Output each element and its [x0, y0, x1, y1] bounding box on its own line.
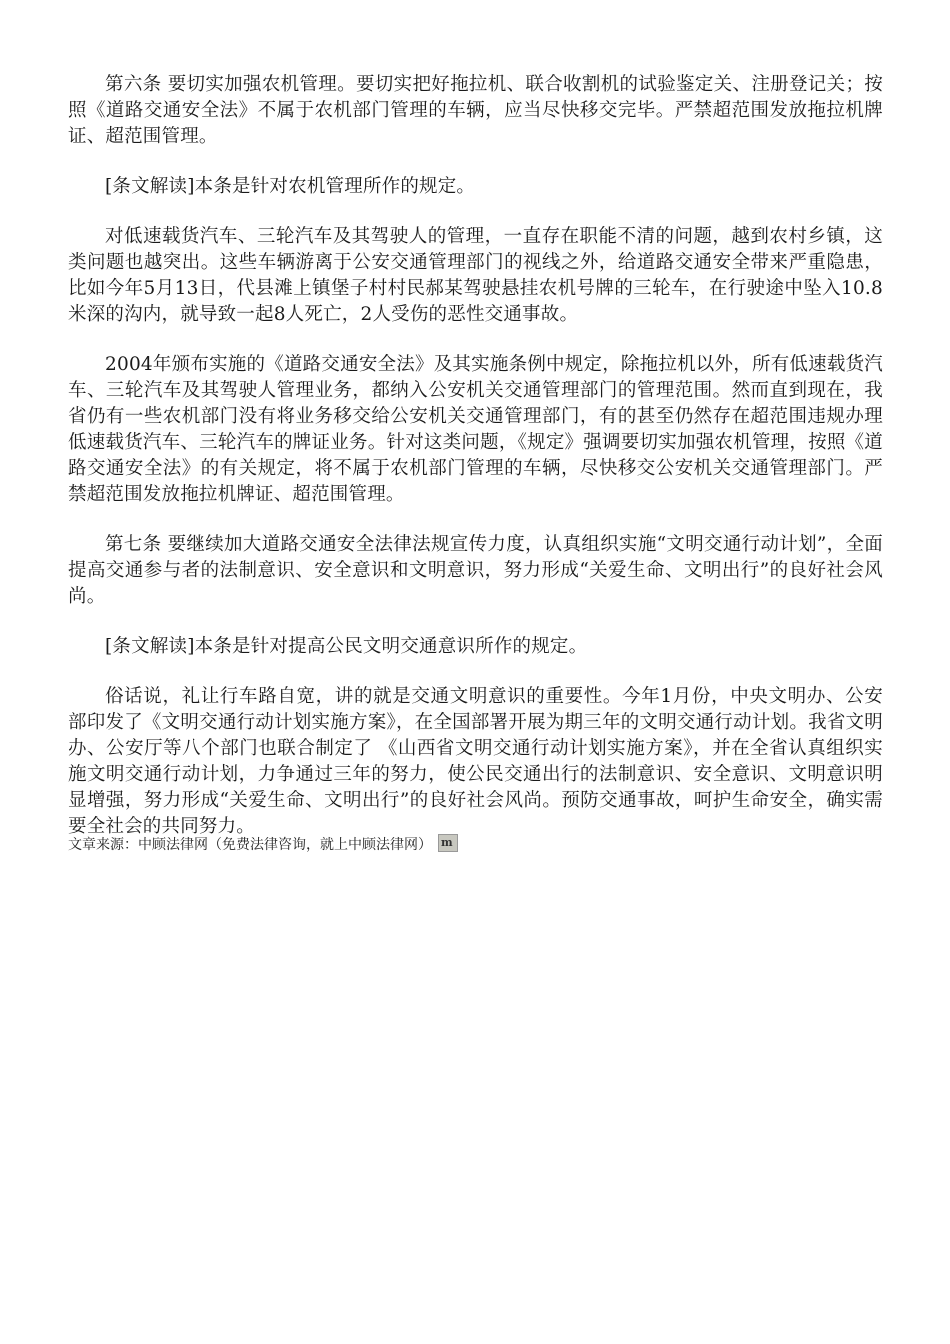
article-7-interpretation-paragraph: 俗话说，礼让行车路自宽，讲的就是交通文明意识的重要性。今年1月份，中央文明办、公安部印发了《文明交通行动计划实施方案》，在全国部署开展为期三年的文明交通行动计划。我省文明办、公安厅等八个部门也联合制定了 《山西省文明交通行动计划实施方案》，并在全省认真组织实施文明交通行动计划，力争通过三年的努力，使公民交通出行的法制意识、安全意识、文明意识明显增强，努力形成“关爱生命、文明出行”的良好社会风尚。预防交通事故，呵护生命安全，确实需要全社会的共同努力。	[68, 686, 883, 837]
article-source-text: 文章来源：中顾法律网（免费法律咨询，就上中顾法律网）	[68, 837, 432, 853]
m-logo-letter: m	[441, 836, 453, 849]
article-7-paragraph: 第七条 要继续加大道路交通安全法律法规宣传力度，认真组织实施“文明交通行动计划”，全面提高交通参与者的法制意识、安全意识和文明意识，努力形成“关爱生命、文明出行”的良好社会风尚。	[68, 534, 883, 607]
article-6-interpretation-paragraph-2: 2004年颁布实施的《道路交通安全法》及其实施条例中规定，除拖拉机以外，所有低速载货汽车、三轮汽车及其驾驶人管理业务，都纳入公安机关交通管理部门的管理范围。然而直到现在，我省仍有一些农机部门没有将业务移交给公安机关交通管理部门，有的甚至仍然存在超范围违规办理低速载货汽车、三轮汽车的牌证业务。针对这类问题，《规定》强调要切实加强农机管理，按照《道路交通安全法》的有关规定，将不属于农机部门管理的车辆，尽快移交公安机关交通管理部门。严禁超范围发放拖拉机牌证、超范围管理。	[68, 354, 883, 505]
article-source-line	[68, 836, 458, 854]
article-6-interpretation-heading: [条文解读]本条是针对农机管理所作的规定。	[105, 176, 476, 197]
article-6-interpretation-paragraph-1: 对低速载货汽车、三轮汽车及其驾驶人的管理，一直存在职能不清的问题，越到农村乡镇，这类问题也越突出。这些车辆游离于公安交通管理部门的视线之外，给道路交通安全带来严重隐患，比如今年5月13日，代县滩上镇堡子村村民郝某驾驶悬挂农机号牌的三轮车，在行驶途中坠入10.8米深的沟内，就导致一起8人死亡，2人受伤的恶性交通事故。	[68, 226, 883, 325]
article-7-interpretation-heading: [条文解读]本条是针对提高公民文明交通意识所作的规定。	[105, 636, 588, 657]
article-6-paragraph: 第六条 要切实加强农机管理。要切实把好拖拉机、联合收割机的试验鉴定关、注册登记关；按照《道路交通安全法》不属于农机部门管理的车辆，应当尽快移交完毕。严禁超范围发放拖拉机牌证、超范围管理。	[68, 74, 883, 147]
document-page	[68, 72, 883, 864]
m-logo-icon[interactable]	[438, 834, 458, 852]
